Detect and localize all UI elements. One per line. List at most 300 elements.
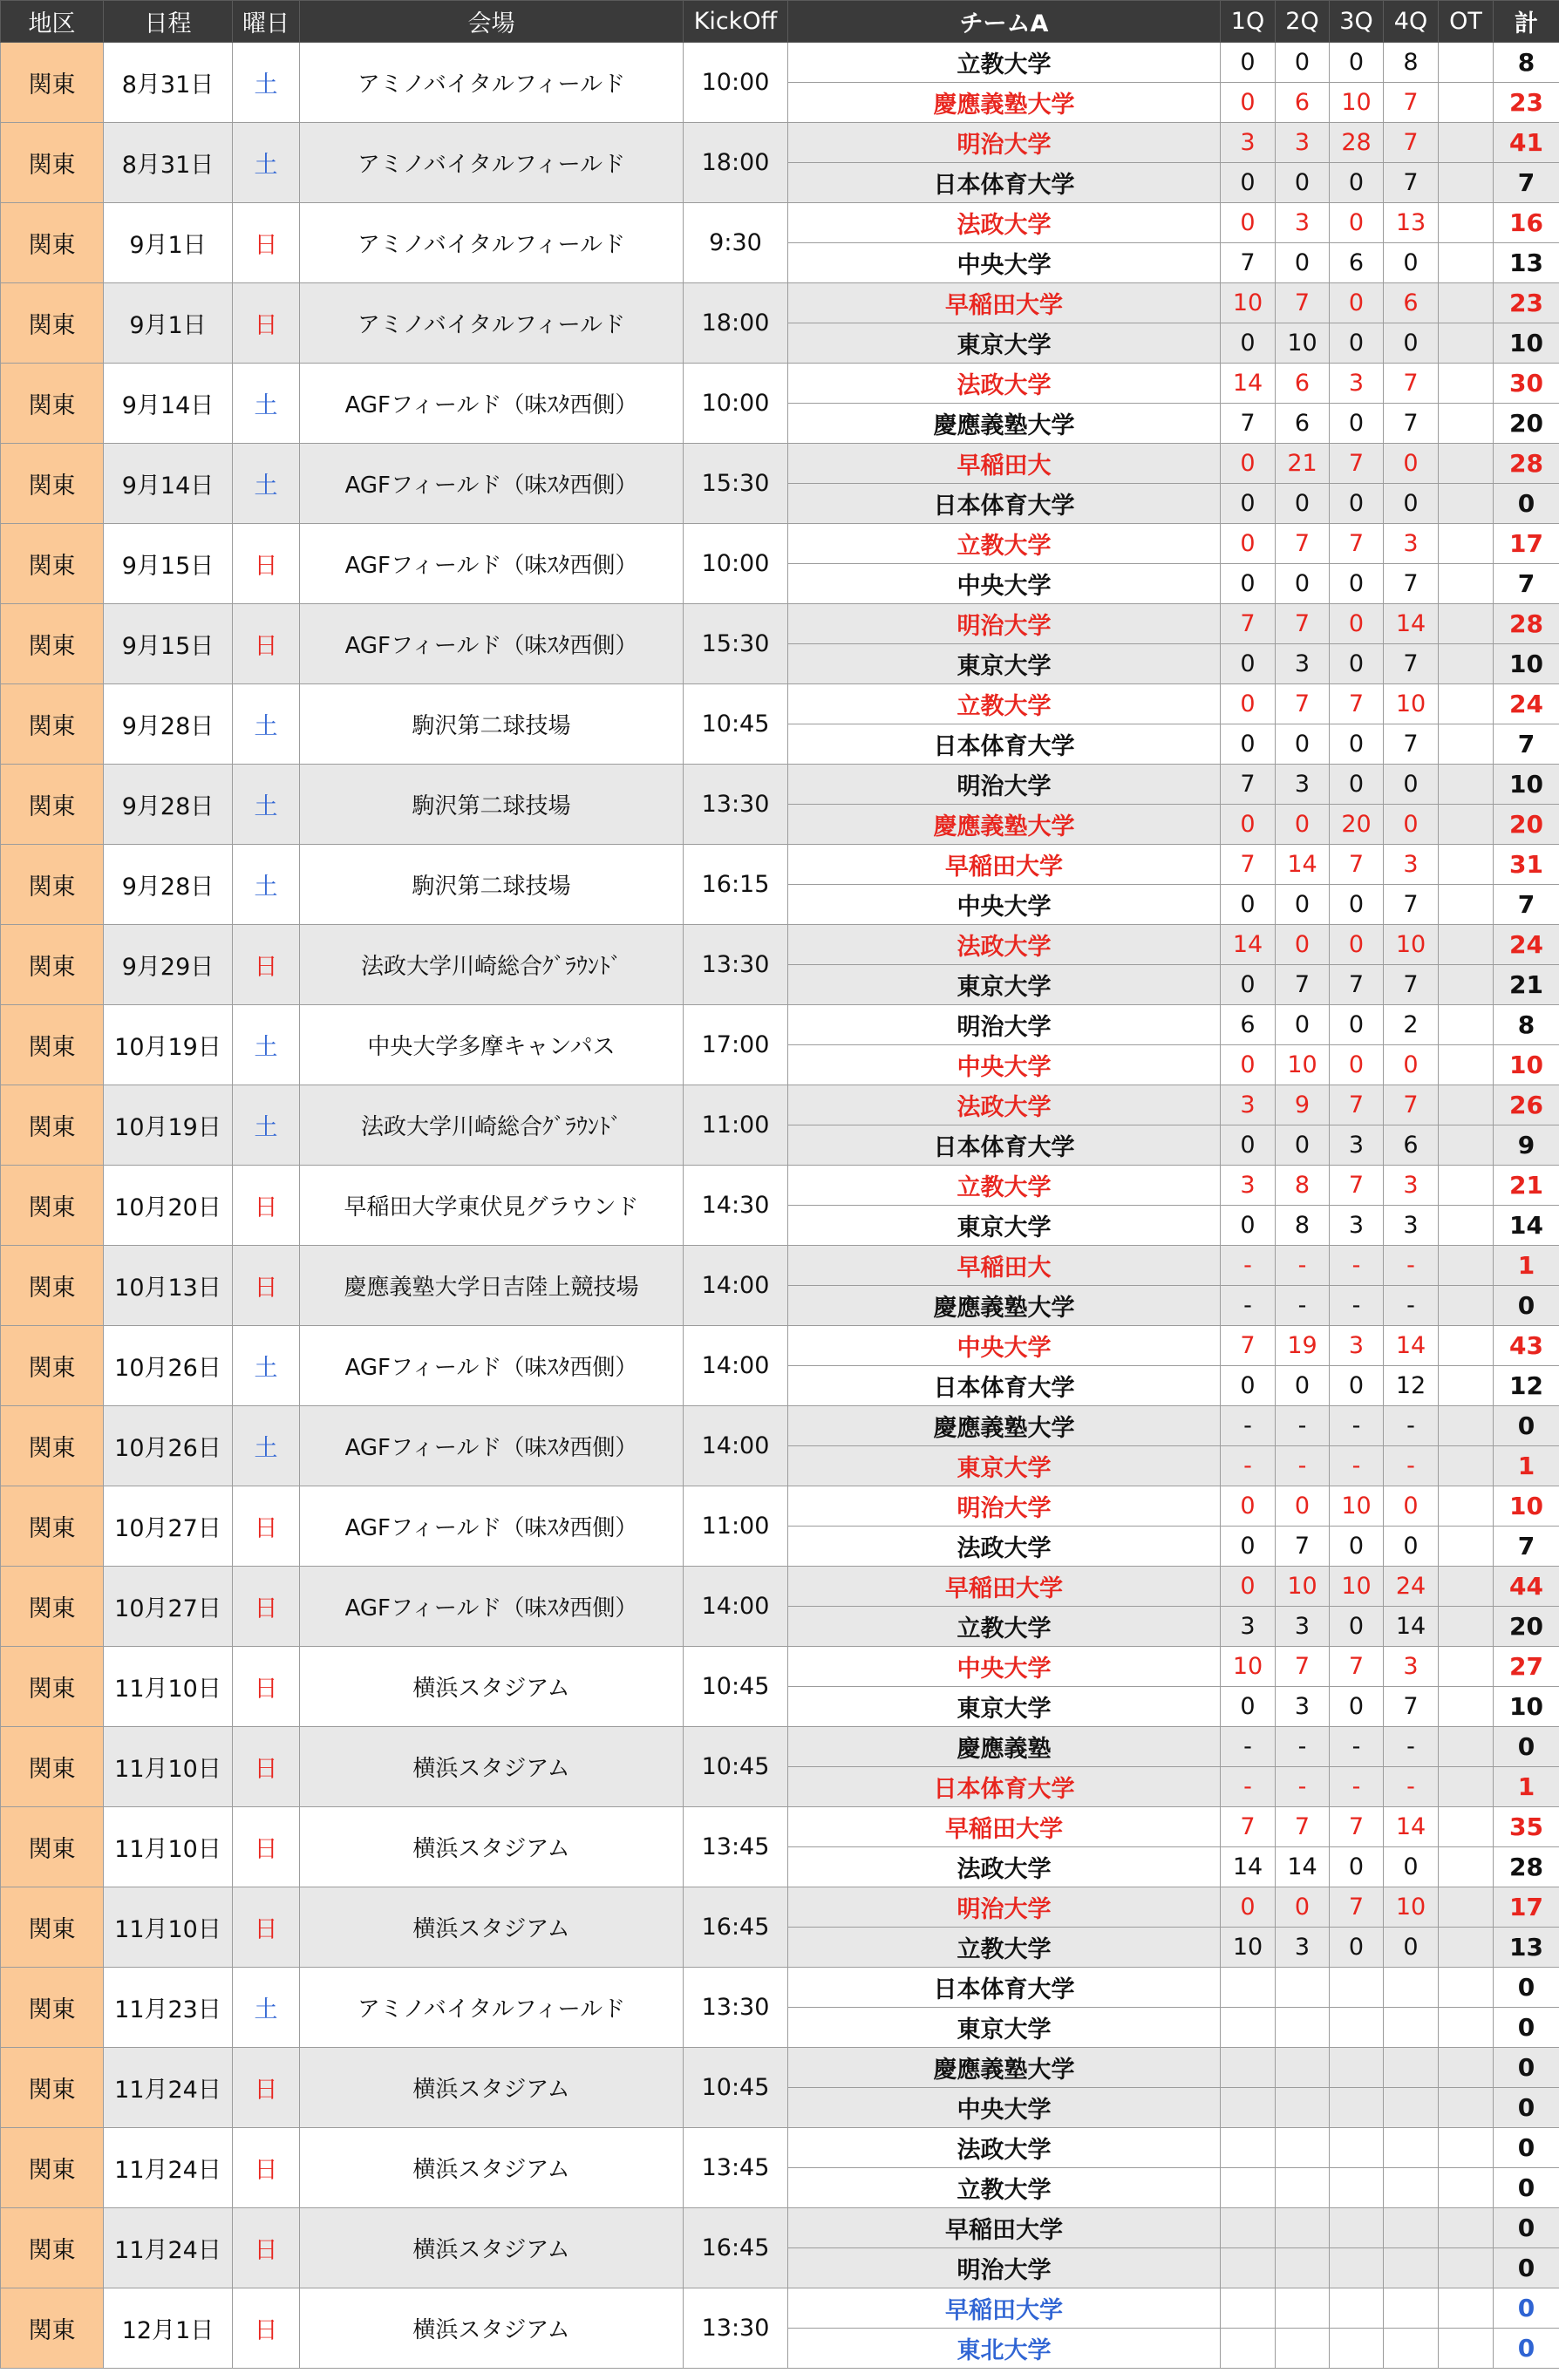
team-name: 慶應義塾大学	[788, 1406, 1221, 1446]
region-cell: 関東	[1, 684, 104, 765]
quarter-score-1	[1221, 2329, 1276, 2369]
total-score: 0	[1494, 484, 1559, 524]
ot-score	[1439, 484, 1494, 524]
ot-score	[1439, 684, 1494, 724]
team-name: 法政大学	[788, 1527, 1221, 1567]
total-score: 16	[1494, 203, 1559, 243]
weekday-cell: 日	[233, 1166, 300, 1246]
venue-cell: アミノバイタルフィールド	[300, 123, 684, 203]
weekday-cell: 日	[233, 1486, 300, 1567]
quarter-score-2: 0	[1276, 484, 1330, 524]
quarter-score-2: 14	[1276, 845, 1330, 885]
kickoff-cell: 13:45	[684, 2128, 788, 2208]
quarter-score-4: 3	[1384, 1166, 1439, 1206]
ot-score	[1439, 965, 1494, 1005]
quarter-score-4: 14	[1384, 1326, 1439, 1366]
quarter-score-1: 10	[1221, 1647, 1276, 1687]
quarter-score-2: 0	[1276, 885, 1330, 925]
quarter-score-2: 3	[1276, 203, 1330, 243]
weekday-cell: 土	[233, 684, 300, 765]
quarter-score-3	[1330, 2088, 1384, 2128]
quarter-score-3: 7	[1330, 965, 1384, 1005]
venue-cell: 横浜スタジアム	[300, 1887, 684, 1968]
quarter-score-4: 7	[1384, 123, 1439, 163]
quarter-score-1: -	[1221, 1246, 1276, 1286]
team-name: 明治大学	[788, 765, 1221, 805]
region-cell: 関東	[1, 283, 104, 364]
team-name: 慶應義塾大学	[788, 1286, 1221, 1326]
game-row	[1, 1005, 1559, 1045]
quarter-score-4: 8	[1384, 43, 1439, 83]
region-cell: 関東	[1, 1005, 104, 1085]
quarter-score-4: 7	[1384, 1687, 1439, 1727]
header-q3: 3Q	[1330, 1, 1384, 43]
team-name: 立教大学	[788, 1928, 1221, 1968]
team-name: 日本体育大学	[788, 1366, 1221, 1406]
kickoff-cell: 13:30	[684, 1968, 788, 2048]
total-score: 10	[1494, 765, 1559, 805]
quarter-score-2	[1276, 2329, 1330, 2369]
quarter-score-1: 0	[1221, 1527, 1276, 1567]
date-cell: 10月19日	[104, 1005, 233, 1085]
team-name: 日本体育大学	[788, 1767, 1221, 1807]
ot-score	[1439, 163, 1494, 203]
quarter-score-2: 10	[1276, 1567, 1330, 1607]
region-cell: 関東	[1, 2048, 104, 2128]
header-q4: 4Q	[1384, 1, 1439, 43]
team-name: 立教大学	[788, 1607, 1221, 1647]
quarter-score-4: 3	[1384, 845, 1439, 885]
weekday-cell: 土	[233, 1406, 300, 1486]
quarter-score-4: 14	[1384, 1607, 1439, 1647]
quarter-score-3: 6	[1330, 243, 1384, 283]
ot-score	[1439, 644, 1494, 684]
quarter-score-1: 0	[1221, 885, 1276, 925]
ot-score	[1439, 1246, 1494, 1286]
total-score: 0	[1494, 2088, 1559, 2128]
quarter-score-2: 10	[1276, 1045, 1330, 1085]
kickoff-cell: 13:30	[684, 2288, 788, 2369]
date-cell: 10月26日	[104, 1326, 233, 1406]
quarter-score-1	[1221, 2288, 1276, 2329]
ot-score	[1439, 83, 1494, 123]
region-cell: 関東	[1, 2208, 104, 2288]
total-score: 9	[1494, 1125, 1559, 1166]
team-name: 中央大学	[788, 1647, 1221, 1687]
kickoff-cell: 15:30	[684, 444, 788, 524]
region-cell: 関東	[1, 444, 104, 524]
team-name: 早稲田大学	[788, 2208, 1221, 2248]
region-cell: 関東	[1, 43, 104, 123]
ot-score	[1439, 203, 1494, 243]
venue-cell: 横浜スタジアム	[300, 2128, 684, 2208]
date-cell: 8月31日	[104, 43, 233, 123]
team-name: 日本体育大学	[788, 724, 1221, 765]
ot-score	[1439, 1005, 1494, 1045]
ot-score	[1439, 805, 1494, 845]
quarter-score-3: 0	[1330, 564, 1384, 604]
total-score: 1	[1494, 1446, 1559, 1486]
ot-score	[1439, 564, 1494, 604]
quarter-score-2: 9	[1276, 1085, 1330, 1125]
ot-score	[1439, 2248, 1494, 2288]
ot-score	[1439, 1326, 1494, 1366]
quarter-score-3	[1330, 2329, 1384, 2369]
quarter-score-2	[1276, 2008, 1330, 2048]
venue-cell: アミノバイタルフィールド	[300, 203, 684, 283]
region-cell: 関東	[1, 123, 104, 203]
quarter-score-4: 0	[1384, 323, 1439, 364]
quarter-score-1: 0	[1221, 805, 1276, 845]
game-row	[1, 925, 1559, 965]
weekday-cell: 日	[233, 2128, 300, 2208]
total-score: 0	[1494, 2208, 1559, 2248]
date-cell: 11月10日	[104, 1647, 233, 1727]
venue-cell: アミノバイタルフィールド	[300, 1968, 684, 2048]
ot-score	[1439, 1527, 1494, 1567]
date-cell: 9月28日	[104, 765, 233, 845]
quarter-score-4: 7	[1384, 1085, 1439, 1125]
date-cell: 10月20日	[104, 1166, 233, 1246]
game-row	[1, 604, 1559, 644]
date-cell: 10月27日	[104, 1486, 233, 1567]
team-name: 中央大学	[788, 1045, 1221, 1085]
region-cell: 関東	[1, 203, 104, 283]
total-score: 21	[1494, 965, 1559, 1005]
kickoff-cell: 10:45	[684, 684, 788, 765]
team-name: 早稲田大	[788, 1246, 1221, 1286]
venue-cell: 横浜スタジアム	[300, 2288, 684, 2369]
weekday-cell: 土	[233, 123, 300, 203]
region-cell: 関東	[1, 1486, 104, 1567]
header-kickoff: KickOff	[684, 1, 788, 43]
team-name: 中央大学	[788, 243, 1221, 283]
venue-cell: アミノバイタルフィールド	[300, 283, 684, 364]
quarter-score-1: 0	[1221, 323, 1276, 364]
ot-score	[1439, 2168, 1494, 2208]
quarter-score-1: 3	[1221, 1085, 1276, 1125]
total-score: 10	[1494, 644, 1559, 684]
ot-score	[1439, 1366, 1494, 1406]
quarter-score-2: 0	[1276, 1887, 1330, 1928]
quarter-score-3: 0	[1330, 1687, 1384, 1727]
quarter-score-1: 7	[1221, 1326, 1276, 1366]
quarter-score-1: 6	[1221, 1005, 1276, 1045]
quarter-score-4: 0	[1384, 1045, 1439, 1085]
kickoff-cell: 14:00	[684, 1567, 788, 1647]
weekday-cell: 日	[233, 2288, 300, 2369]
quarter-score-3: 0	[1330, 484, 1384, 524]
ot-score	[1439, 1607, 1494, 1647]
quarter-score-3: 7	[1330, 845, 1384, 885]
quarter-score-1: 0	[1221, 1887, 1276, 1928]
quarter-score-1: 0	[1221, 43, 1276, 83]
quarter-score-1: 0	[1221, 564, 1276, 604]
quarter-score-1	[1221, 2088, 1276, 2128]
date-cell: 11月10日	[104, 1887, 233, 1968]
kickoff-cell: 10:00	[684, 364, 788, 444]
ot-score	[1439, 2128, 1494, 2168]
ot-score	[1439, 1767, 1494, 1807]
team-name: 東京大学	[788, 1446, 1221, 1486]
quarter-score-2: 3	[1276, 1687, 1330, 1727]
quarter-score-3	[1330, 2248, 1384, 2288]
game-row	[1, 2048, 1559, 2088]
quarter-score-1: -	[1221, 1446, 1276, 1486]
weekday-cell: 日	[233, 2208, 300, 2288]
quarter-score-3: 7	[1330, 1807, 1384, 1847]
team-name: 法政大学	[788, 2128, 1221, 2168]
quarter-score-4	[1384, 2088, 1439, 2128]
team-name: 東京大学	[788, 323, 1221, 364]
quarter-score-3: 3	[1330, 1125, 1384, 1166]
quarter-score-4: 0	[1384, 765, 1439, 805]
ot-score	[1439, 1286, 1494, 1326]
quarter-score-4: 3	[1384, 1647, 1439, 1687]
date-cell: 10月19日	[104, 1085, 233, 1166]
game-row	[1, 1647, 1559, 1687]
ot-score	[1439, 1807, 1494, 1847]
region-cell: 関東	[1, 1647, 104, 1727]
region-cell: 関東	[1, 765, 104, 845]
total-score: 21	[1494, 1166, 1559, 1206]
weekday-cell: 日	[233, 1887, 300, 1968]
weekday-cell: 土	[233, 1005, 300, 1085]
date-cell: 10月13日	[104, 1246, 233, 1326]
quarter-score-1	[1221, 2208, 1276, 2248]
date-cell: 8月31日	[104, 123, 233, 203]
total-score: 14	[1494, 1206, 1559, 1246]
quarter-score-4: 7	[1384, 83, 1439, 123]
schedule-body	[1, 43, 1559, 2369]
quarter-score-3: 7	[1330, 1166, 1384, 1206]
weekday-cell: 日	[233, 604, 300, 684]
venue-cell: AGFフィールド（味ｽﾀ西側）	[300, 1406, 684, 1486]
quarter-score-3	[1330, 2008, 1384, 2048]
game-row	[1, 2128, 1559, 2168]
game-row	[1, 1406, 1559, 1446]
weekday-cell: 日	[233, 1567, 300, 1647]
quarter-score-4: 7	[1384, 885, 1439, 925]
ot-score	[1439, 2048, 1494, 2088]
game-row	[1, 1807, 1559, 1847]
quarter-score-3: 3	[1330, 364, 1384, 404]
date-cell: 9月28日	[104, 845, 233, 925]
quarter-score-2: 3	[1276, 1928, 1330, 1968]
quarter-score-3: 0	[1330, 404, 1384, 444]
venue-cell: 早稲田大学東伏見グラウンド	[300, 1166, 684, 1246]
quarter-score-1: 0	[1221, 524, 1276, 564]
game-row	[1, 1166, 1559, 1206]
game-row	[1, 203, 1559, 243]
quarter-score-3: 0	[1330, 765, 1384, 805]
team-name: 立教大学	[788, 2168, 1221, 2208]
region-cell: 関東	[1, 1968, 104, 2048]
quarter-score-2: 0	[1276, 43, 1330, 83]
quarter-score-3: 0	[1330, 604, 1384, 644]
total-score: 28	[1494, 1847, 1559, 1887]
quarter-score-3: 0	[1330, 724, 1384, 765]
quarter-score-3: 7	[1330, 1085, 1384, 1125]
total-score: 24	[1494, 684, 1559, 724]
quarter-score-1: 3	[1221, 1607, 1276, 1647]
team-name: 中央大学	[788, 564, 1221, 604]
game-row	[1, 2288, 1559, 2329]
quarter-score-3: 0	[1330, 1045, 1384, 1085]
date-cell: 9月1日	[104, 283, 233, 364]
ot-score	[1439, 1446, 1494, 1486]
quarter-score-4: -	[1384, 1286, 1439, 1326]
quarter-score-2: 7	[1276, 283, 1330, 323]
venue-cell: 横浜スタジアム	[300, 1807, 684, 1887]
quarter-score-4: 3	[1384, 1206, 1439, 1246]
kickoff-cell: 13:30	[684, 765, 788, 845]
quarter-score-3	[1330, 2168, 1384, 2208]
ot-score	[1439, 1206, 1494, 1246]
total-score: 0	[1494, 2048, 1559, 2088]
quarter-score-1: 0	[1221, 1567, 1276, 1607]
quarter-score-4: 10	[1384, 684, 1439, 724]
quarter-score-4: 12	[1384, 1366, 1439, 1406]
ot-score	[1439, 604, 1494, 644]
ot-score	[1439, 364, 1494, 404]
total-score: 8	[1494, 43, 1559, 83]
quarter-score-3	[1330, 2048, 1384, 2088]
quarter-score-4: 14	[1384, 604, 1439, 644]
quarter-score-4: 7	[1384, 724, 1439, 765]
region-cell: 関東	[1, 1727, 104, 1807]
quarter-score-1: 0	[1221, 83, 1276, 123]
quarter-score-2: 6	[1276, 404, 1330, 444]
quarter-score-1: 0	[1221, 163, 1276, 203]
quarter-score-4: 6	[1384, 1125, 1439, 1166]
quarter-score-1: 0	[1221, 203, 1276, 243]
game-row	[1, 43, 1559, 83]
ot-score	[1439, 43, 1494, 83]
kickoff-cell: 10:45	[684, 1727, 788, 1807]
quarter-score-2	[1276, 2048, 1330, 2088]
quarter-score-2: 6	[1276, 83, 1330, 123]
kickoff-cell: 14:00	[684, 1406, 788, 1486]
quarter-score-2: 7	[1276, 1807, 1330, 1847]
weekday-cell: 土	[233, 845, 300, 925]
team-name: 早稲田大学	[788, 845, 1221, 885]
game-row	[1, 283, 1559, 323]
team-name: 東京大学	[788, 2008, 1221, 2048]
venue-cell: 駒沢第二球技場	[300, 765, 684, 845]
game-row	[1, 765, 1559, 805]
quarter-score-3: 0	[1330, 644, 1384, 684]
ot-score	[1439, 1928, 1494, 1968]
quarter-score-2	[1276, 2168, 1330, 2208]
region-cell: 関東	[1, 845, 104, 925]
header-team: チームA	[788, 1, 1221, 43]
team-name: 中央大学	[788, 885, 1221, 925]
quarter-score-3: 0	[1330, 203, 1384, 243]
total-score: 0	[1494, 1406, 1559, 1446]
header-q1: 1Q	[1221, 1, 1276, 43]
venue-cell: 中央大学多摩キャンパス	[300, 1005, 684, 1085]
total-score: 0	[1494, 1286, 1559, 1326]
region-cell: 関東	[1, 2288, 104, 2369]
team-name: 早稲田大学	[788, 1567, 1221, 1607]
quarter-score-2	[1276, 2088, 1330, 2128]
quarter-score-2: 3	[1276, 765, 1330, 805]
total-score: 23	[1494, 83, 1559, 123]
game-row	[1, 1567, 1559, 1607]
kickoff-cell: 10:45	[684, 1647, 788, 1727]
total-score: 28	[1494, 444, 1559, 484]
quarter-score-2: 7	[1276, 965, 1330, 1005]
game-row	[1, 1968, 1559, 2008]
header-total: 計	[1494, 1, 1559, 43]
venue-cell: 横浜スタジアム	[300, 2048, 684, 2128]
quarter-score-1: 7	[1221, 845, 1276, 885]
team-name: 明治大学	[788, 123, 1221, 163]
total-score: 0	[1494, 2329, 1559, 2369]
ot-score	[1439, 1166, 1494, 1206]
region-cell: 関東	[1, 2128, 104, 2208]
quarter-score-3: 0	[1330, 1527, 1384, 1567]
team-name: 明治大学	[788, 604, 1221, 644]
quarter-score-1	[1221, 2248, 1276, 2288]
quarter-score-2: 7	[1276, 1527, 1330, 1567]
team-name: 早稲田大学	[788, 2288, 1221, 2329]
weekday-cell: 日	[233, 1647, 300, 1727]
quarter-score-1	[1221, 2008, 1276, 2048]
total-score: 28	[1494, 604, 1559, 644]
kickoff-cell: 16:15	[684, 845, 788, 925]
quarter-score-4: 0	[1384, 444, 1439, 484]
weekday-cell: 日	[233, 1727, 300, 1807]
header-row	[1, 1, 1559, 43]
quarter-score-2	[1276, 2248, 1330, 2288]
date-cell: 12月1日	[104, 2288, 233, 2369]
ot-score	[1439, 1045, 1494, 1085]
ot-score	[1439, 724, 1494, 765]
date-cell: 9月14日	[104, 364, 233, 444]
quarter-score-2: 0	[1276, 724, 1330, 765]
ot-score	[1439, 885, 1494, 925]
quarter-score-1: 7	[1221, 404, 1276, 444]
quarter-score-1: 0	[1221, 484, 1276, 524]
total-score: 10	[1494, 1687, 1559, 1727]
quarter-score-1: 14	[1221, 925, 1276, 965]
quarter-score-3: 10	[1330, 1486, 1384, 1527]
quarter-score-4: 7	[1384, 163, 1439, 203]
team-name: 東京大学	[788, 1206, 1221, 1246]
date-cell: 9月15日	[104, 604, 233, 684]
region-cell: 関東	[1, 364, 104, 444]
quarter-score-3: 0	[1330, 925, 1384, 965]
quarter-score-2: 3	[1276, 644, 1330, 684]
game-row	[1, 1887, 1559, 1928]
quarter-score-3: 0	[1330, 1366, 1384, 1406]
quarter-score-1: 0	[1221, 684, 1276, 724]
quarter-score-1: 10	[1221, 1928, 1276, 1968]
team-name: 早稲田大	[788, 444, 1221, 484]
quarter-score-1: 0	[1221, 965, 1276, 1005]
quarter-score-1: 14	[1221, 364, 1276, 404]
date-cell: 11月24日	[104, 2128, 233, 2208]
quarter-score-4: -	[1384, 1767, 1439, 1807]
quarter-score-2: 3	[1276, 1607, 1330, 1647]
quarter-score-2	[1276, 2208, 1330, 2248]
quarter-score-3: 0	[1330, 283, 1384, 323]
game-row	[1, 444, 1559, 484]
quarter-score-2: -	[1276, 1727, 1330, 1767]
quarter-score-3: 20	[1330, 805, 1384, 845]
